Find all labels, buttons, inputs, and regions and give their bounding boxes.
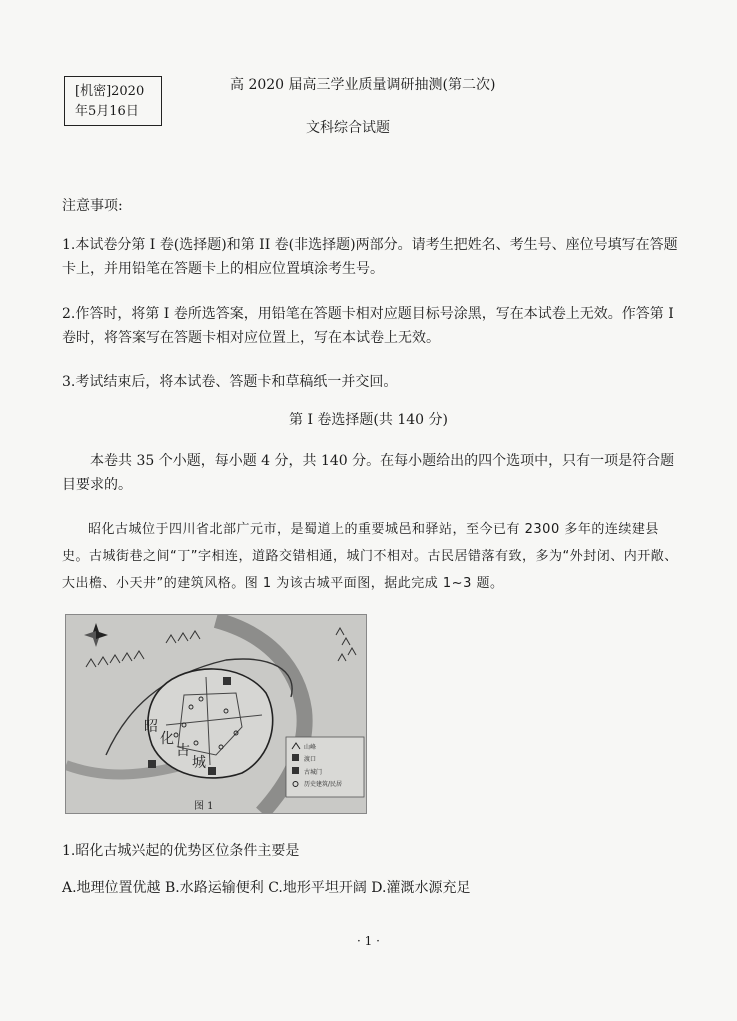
legend-label-1: 山峰 [304, 744, 317, 751]
exam-title: 高 2020 届高三学业质量调研抽测(第二次) [230, 77, 496, 93]
legend-gate-icon [292, 767, 299, 774]
note-item-2: 2.作答时，将第 I 卷所选答案，用铅笔在答题卡相对应题目标号涂黑，写在本试卷上无效。作答第 I 卷时，将答案写在答题卡相对应位置上，写在本试卷上无效。 [62, 306, 674, 346]
compass-icon [84, 623, 108, 647]
map-legend [286, 737, 364, 797]
section-title: 第 I 卷选择题(共 140 分) [289, 412, 448, 428]
confidential-stamp [64, 76, 162, 126]
stamp-line-2: 年5月16日 [75, 104, 139, 119]
river-branch [66, 765, 184, 774]
figure-1-map [65, 614, 367, 814]
note-item-1: 1.本试卷分第 I 卷(选择题)和第 II 卷(非选择题)两部分。请考生把姓名、考生号、座位号填写在答题卡上，并用铅笔在答题卡上的相应位置填涂考生号。 [62, 237, 678, 277]
exam-subtitle: 文科综合试题 [306, 120, 390, 136]
figure-caption: 图 1 [194, 801, 214, 812]
city-name-char-3: 古 [176, 743, 190, 759]
city-name-char-4: 城 [192, 755, 206, 771]
city-name-char-2: 化 [160, 731, 174, 747]
question-1-options: A.地理位置优越 B.水路运输便利 C.地形平坦开阔 D.灌溉水源充足 [62, 880, 471, 896]
legend-label-4: 历史建筑/民居 [304, 781, 343, 788]
section-intro: 本卷共 35 个小题，每小题 4 分，共 140 分。在每小题给出的四个选项中，只有一项是符合题目要求的。 [62, 453, 675, 493]
notes-heading: 注意事项: [62, 198, 123, 214]
question-1-stem: 1.昭化古城兴起的优势区位条件主要是 [62, 843, 300, 859]
page-number: · 1 · [357, 934, 380, 948]
legend-label-2: 渡口 [304, 756, 317, 763]
note-item-3: 3.考试结束后，将本试卷、答题卡和草稿纸一并交回。 [62, 374, 398, 390]
legend-label-3: 古城门 [304, 769, 323, 776]
legend-ferry-icon [292, 754, 299, 761]
stamp-line-1: [机密]2020 [75, 84, 145, 99]
passage-text: 昭化古城位于四川省北部广元市，是蜀道上的重要城邑和驿站，至今已有 2300 多年的连续建县史。古城街巷之间“丁”字相连，道路交错相通，城门不相对。古民居错落有致，多为“外封闭、内开敞、大出檐、小天井”的建筑风格。图 1 为该古城平面图，据此完成 1~3 题。 [62, 522, 678, 591]
city-name-char-1: 昭 [144, 719, 158, 735]
